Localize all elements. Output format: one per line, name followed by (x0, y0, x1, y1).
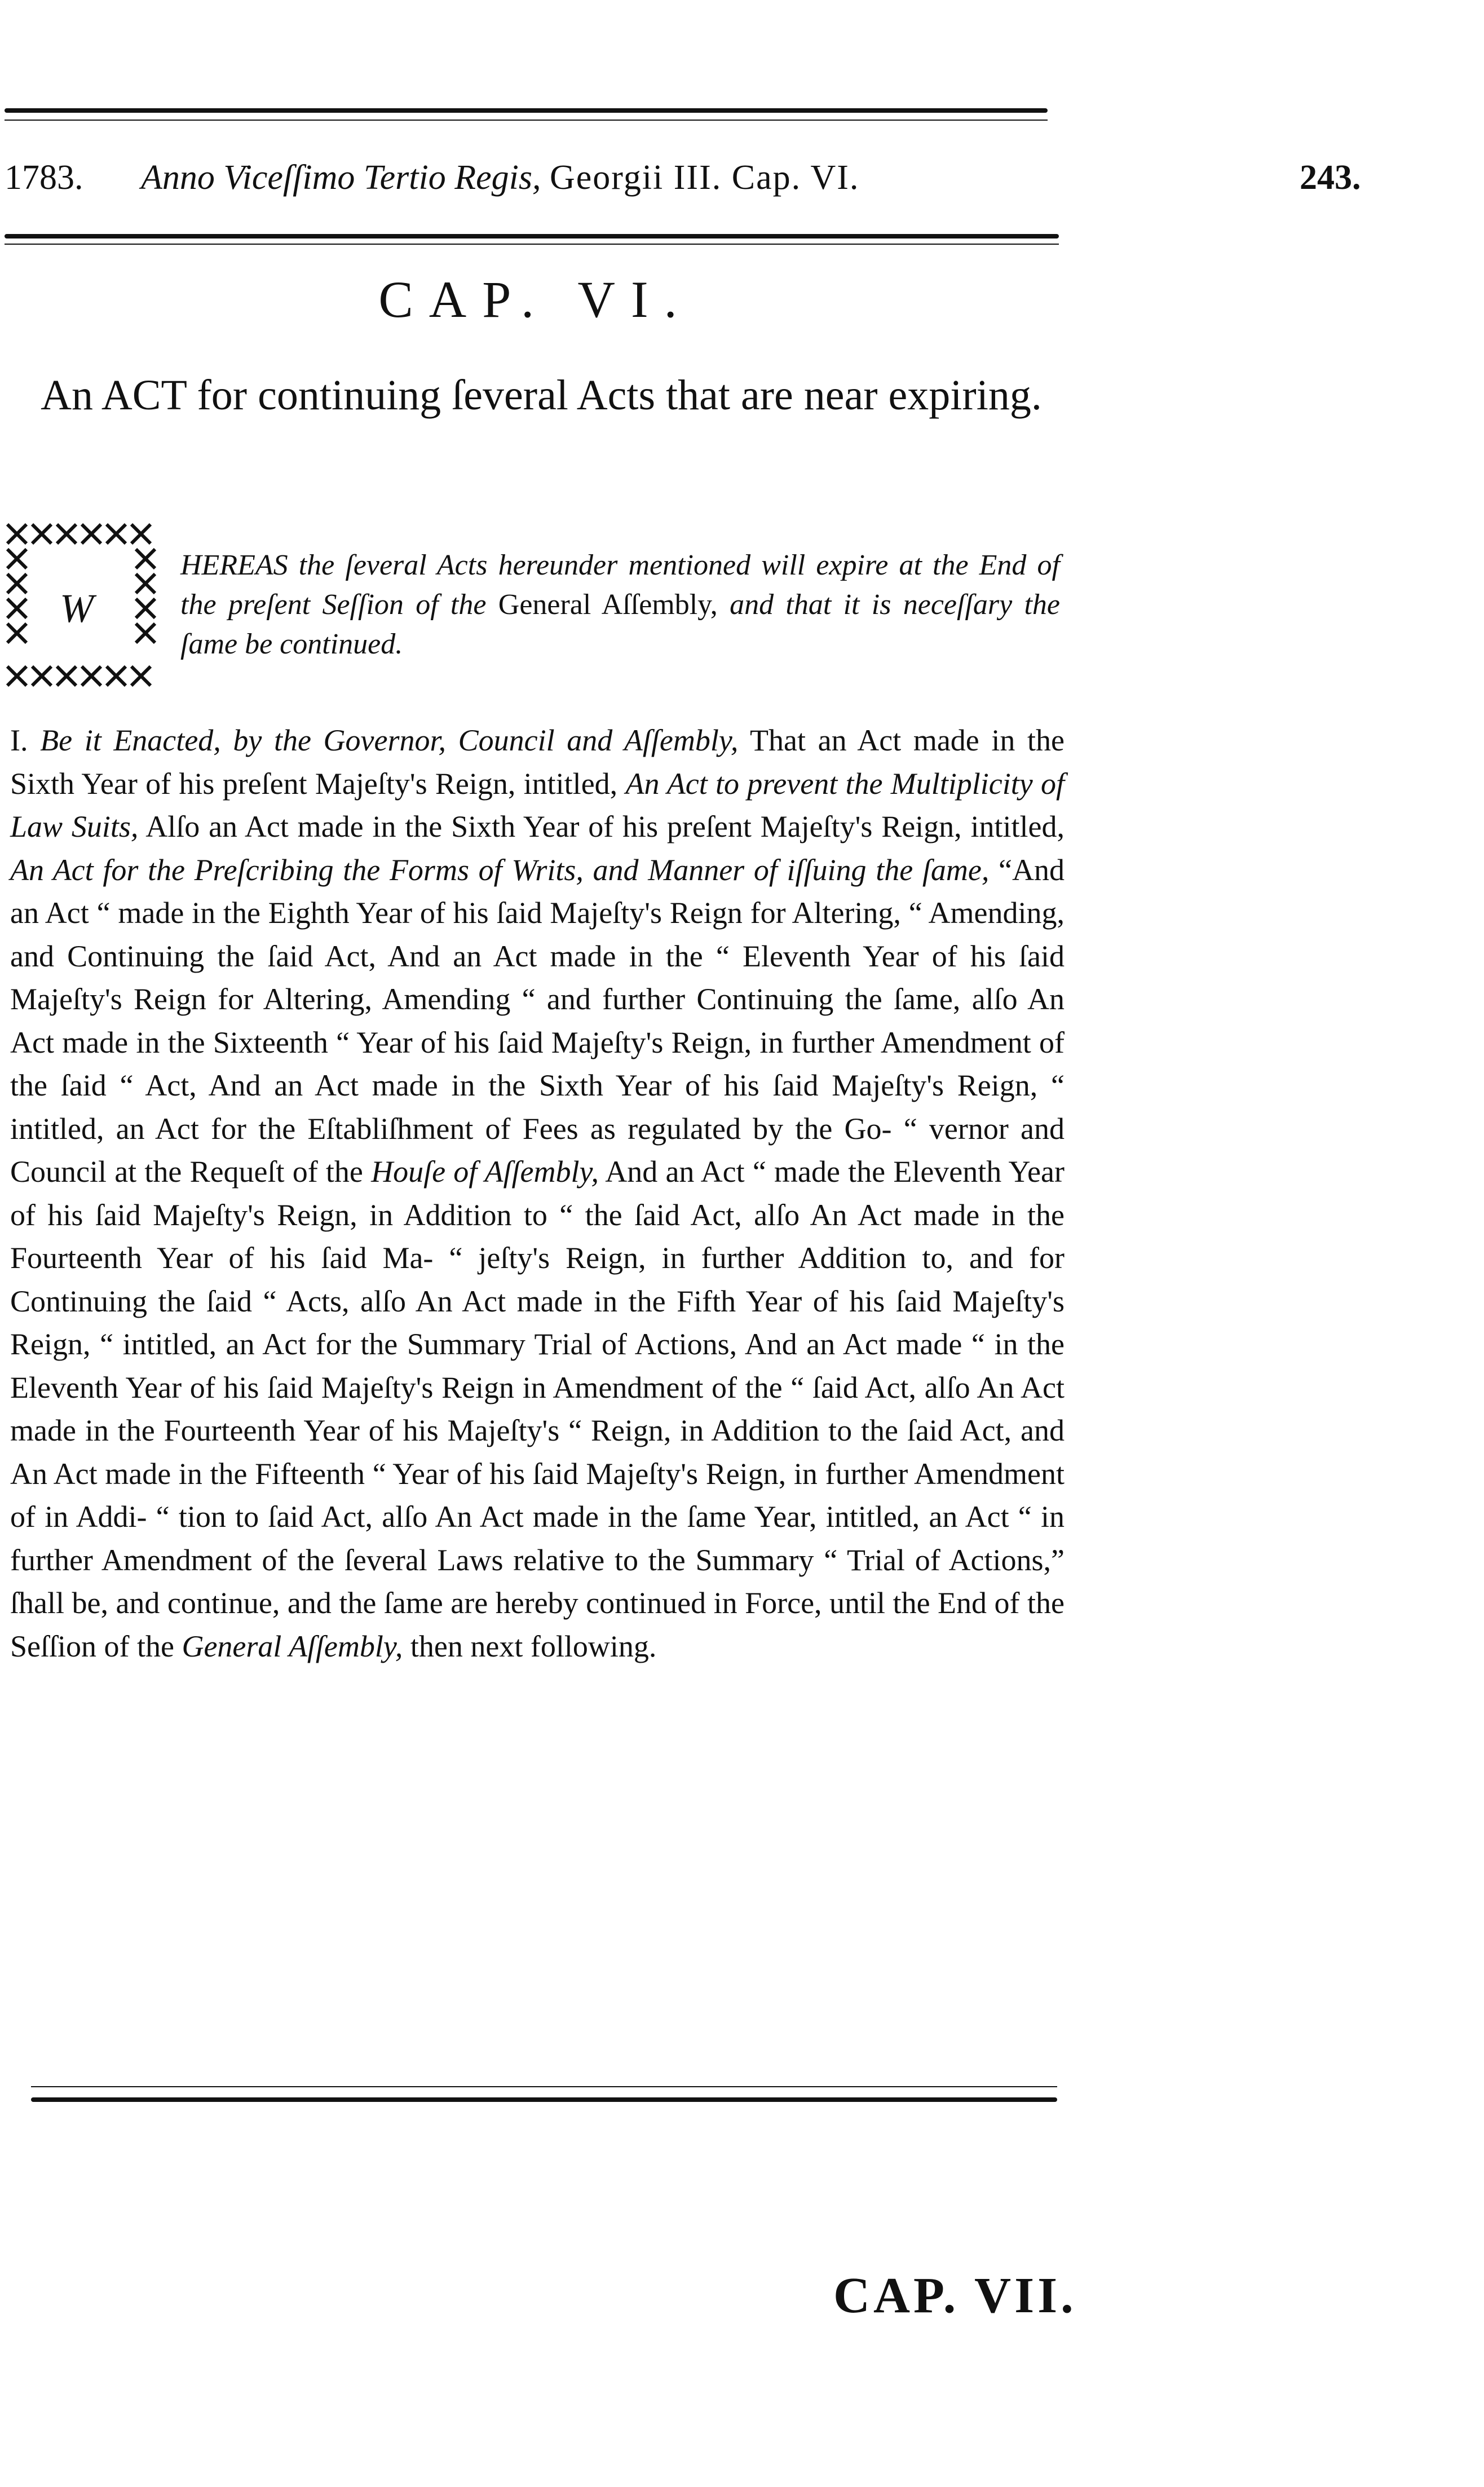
section-i-segment: That an Act made in the Sixth Year of his preſent Majeſty's Reign, intitled, (10, 723, 1065, 801)
section-i-segment: General Aſſembly, (182, 1629, 403, 1663)
header-rule (5, 234, 1059, 238)
catchword: CAP. VII. (833, 2268, 1077, 2323)
preamble-text-italic-end: and that it is neceſſary the ſame be continued. (180, 589, 1061, 660)
running-head-title (141, 158, 859, 198)
section-i-paragraph (10, 719, 1065, 1668)
header-rule-thin (5, 244, 1059, 245)
section-i-segment: Be it Enacted, by the Governor, Council and Aſſembly, (40, 723, 739, 757)
section-i-segment: then next following. (403, 1629, 657, 1663)
end-rule (31, 2097, 1057, 2102)
ornamental-initial-frame (5, 522, 158, 688)
running-head-year: 1783. (5, 158, 83, 197)
drop-initial: W (60, 586, 94, 631)
section-i-segment: And an Act “ made the Eleventh Year of his ſaid Majeſty's Reign, in Addition to “ the ſaid Act, alſo An Act made in the Fourteenth Year of his ſaid Ma- “ jeſty's Reign, in further Addition to, and for Continuing the ſaid “ Acts, alſo An Act made in the Fifth Year of his ſaid Majeſty's Reign, “ intitled, an Act for the Summary Trial of Actions, And an Act made “ in the Eleventh Year of his ſaid Majeſty's Reign in Amendment of the “ ſaid Act, alſo An Act made in the Fourteenth Year of his Majeſty's “ Reign, in Addition to the ſaid Act, and An Act made in the Fifteenth “ Year of his ſaid Majeſty's Reign, in further Amendment of in Addi- “ tion to ſaid Act, alſo An Act made in the ſame Year, intitled, an Act “ in further Amendment of the ſeveral Laws relative to the Summary “ Trial of Actions,” ſhall be, and continue, and the ſame are hereby continued in Force, until the End of the Seſſion of the (10, 1155, 1065, 1663)
section-i-segment: Alſo an Act made in the Sixth Year of his preſent Majeſty's Reign, intitled, (138, 810, 1065, 843)
section-i-segment: An Act to prevent the Multiplicity of Law Suits, (10, 766, 1065, 843)
act-title: An ACT for continuing ſeveral Acts that are near expiring. (41, 372, 1042, 419)
top-rule-thin (5, 120, 1048, 121)
chapter-heading: CAP. VI. (378, 271, 693, 328)
section-i-segment: I. (10, 723, 41, 757)
running-head-title-roman: Georgii III. Cap. VI. (550, 158, 860, 197)
preamble-text-roman: General Aſſembly, (498, 589, 718, 621)
running-head-title-italic: Anno Viceſſimo Tertio Regis, (141, 158, 541, 197)
top-rule (5, 108, 1048, 113)
section-i-segment: An Act for the Preſcribing the Forms of Writs, and Manner of iſſuing the ſame, (10, 852, 990, 887)
preamble-paragraph (180, 546, 1060, 664)
preamble-text-italic: HEREAS the ſeveral Acts hereunder mentioned will expire at the End of the preſent Seſſion of the (180, 549, 1060, 621)
ornament-border-icon (5, 522, 158, 688)
page-number: 243. (1300, 158, 1361, 197)
section-i-segment: “And an Act “ made in the Eighth Year of his ſaid Majeſty's Reign for Altering, “ Amending, and Continuing the ſaid Act, And an Act made in the “ Eleventh Year of his ſaid Majeſty's Reign for Altering, Amending “ and further Continuing the ſame, alſo An Act made in the Sixteenth “ Year of his ſaid Majeſty's Reign, in further Amendment of the ſaid “ Act, And an Act made in the Sixth Year of his ſaid Majeſty's Reign, “ intitled, an Act for the Eſtabliſhment of Fees as regulated by the Go- “ vernor and Council at the Requeſt of the (10, 852, 1065, 1189)
running-head (0, 158, 1484, 209)
end-rule-thin (31, 2086, 1057, 2087)
section-i-segment: Houſe of Aſſembly, (371, 1155, 599, 1189)
